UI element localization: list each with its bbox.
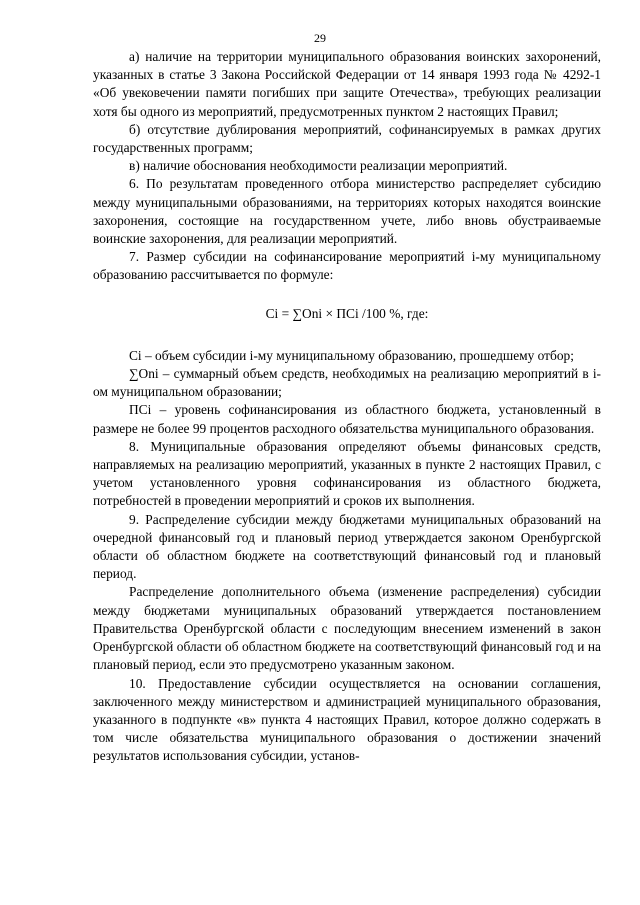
paragraph-5b: б) отсутствие дублирования мероприятий, софинансируемых в рамках других государственных программ; <box>93 121 601 156</box>
paragraph-5a: а) наличие на территории муниципального образования воинских захоронений, указанных в статье 3 Закона Российской Федерации от 14 января 1993 года № 4292-1 «Об увековечении памяти погибших при защите Отечества», требующих реализации хотя бы одного из мероприятий, предусмотренных пунктом 2 настоящих Правил; <box>93 49 601 119</box>
paragraph-9-distribution: Распределение дополнительного объема (изменение распределения) субсидии между бюджетами муниципальных образований утверждается постановлением Правительства Оренбургской области с последующим внесением изменений в закон Оренбургской области об областном бюджете на соответствующий финансовый год и на плановый период, если это предусмотрено указанным законом. <box>93 584 601 673</box>
paragraph-8: 8. Муниципальные образования определяют объемы финансовых средств, направляемых на реализацию мероприятий, указанных в пункте 2 настоящих Правил, с учетом установленного уровня софинансирования из областного бюджета, потребностей в проведении мероприятий и сроков их выполнения. <box>93 438 601 509</box>
page-number: 29 <box>314 31 326 45</box>
paragraph-7: 7. Размер субсидии на софинансирование мероприятий i-му муниципальному образованию рассчитывается по формуле: <box>93 249 601 283</box>
document-body <box>93 48 601 766</box>
paragraph-9: 9. Распределение субсидии между бюджетами муниципальных образований на очередной финансовый год и плановый период утверждается законом Оренбургской области об областном бюджете на соответствующий финансовый год и плановый период. <box>93 511 601 582</box>
definition-sum-oni: ∑Oni – суммарный объем средств, необходимых на реализацию мероприятий в i-ом муниципальном образовании; <box>93 366 601 400</box>
paragraph-10: 10. Предоставление субсидии осуществляется на основании соглашения, заключенного между министерством и администрацией муниципального образования, указанного в подпункте «в» пункта 4 настоящих Правил, которое должно содержать в том числе обязательства муниципального образования о достижении значений результатов использования субсидии, установ- <box>93 675 601 764</box>
paragraph-6: 6. По результатам проведенного отбора министерство распределяет субсидию между муниципальными образованиями, на территориях которых находятся воинские захоронения, состоящие на государственном учете, либо вновь обустраиваемые воинские захоронения, для реализации мероприятий. <box>93 176 601 247</box>
paragraph-5c: в) наличие обоснования необходимости реализации мероприятий. <box>129 158 508 174</box>
subsidy-formula: Ci = ∑Oni × ПCi /100 %, где: <box>265 305 429 321</box>
definition-pci: ПCi – уровень софинансирования из областного бюджета, установленный в размере не более 99 процентов расходного обязательства муниципального образования. <box>93 402 601 436</box>
definition-ci: Ci – объем субсидии i-му муниципальному образованию, прошедшему отбор; <box>129 347 574 363</box>
